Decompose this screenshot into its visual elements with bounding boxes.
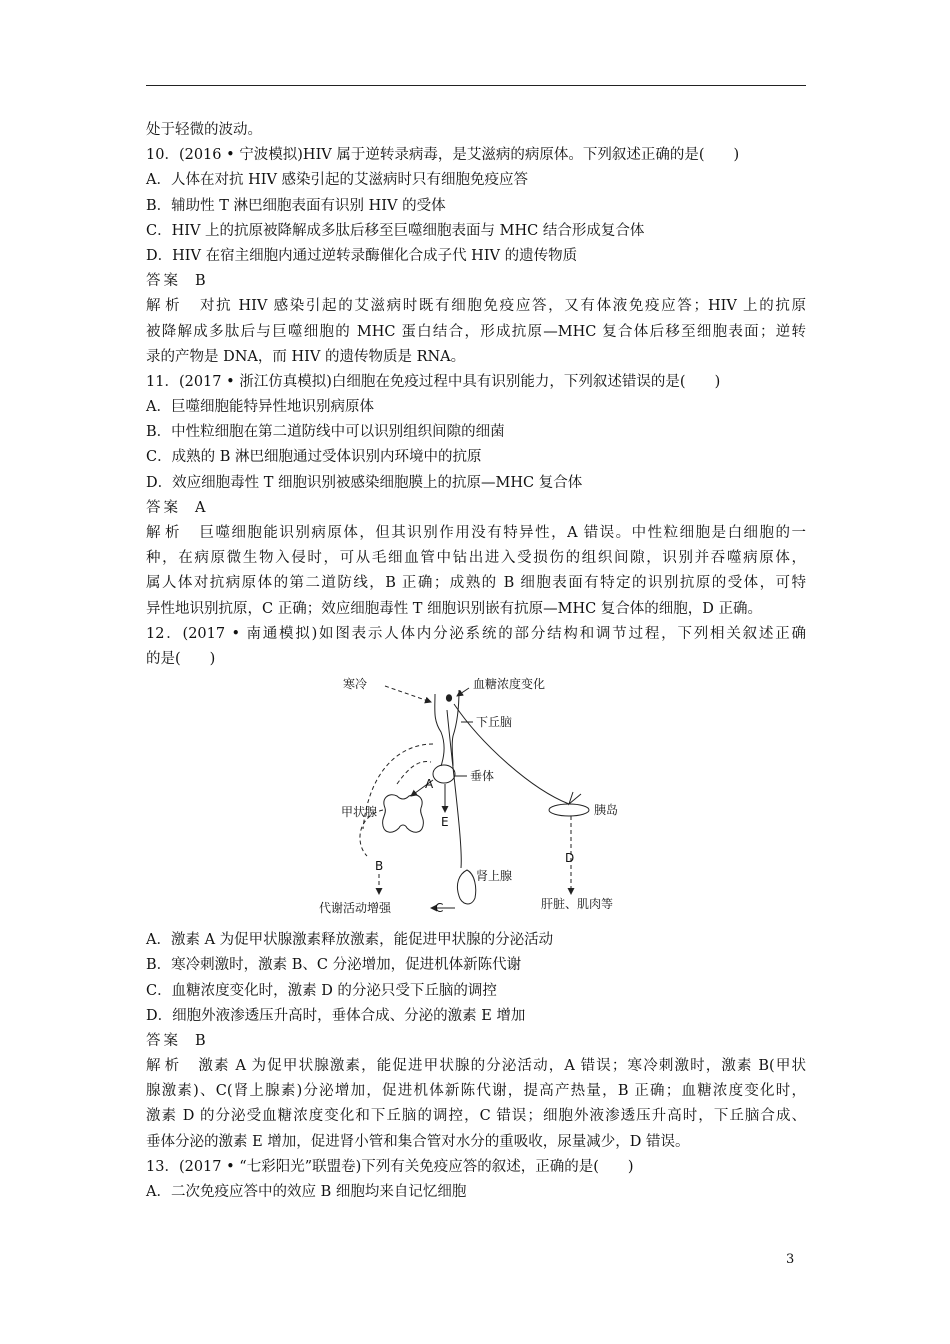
question-stem: 10．(2016 • 宁波模拟)HIV 属于逆转录病毒，是艾滋病的病原体。下列叙述正确的是( ) bbox=[146, 147, 740, 164]
continuation-text: 处于轻微的波动。 bbox=[146, 122, 262, 138]
analysis-label: 解析 bbox=[146, 525, 184, 541]
analysis-line: 激素 D 的分泌受血糖浓度变化和下丘脑的调控，C 错误；细胞外液渗透压升高时，下丘脑合成、 bbox=[146, 1108, 806, 1125]
analysis-line: 垂体分泌的激素 E 增加，促进肾小管和集合管对水分的重吸收，尿量减少，D 错误。 bbox=[146, 1133, 690, 1150]
analysis-label: 解析 bbox=[146, 298, 185, 315]
analysis-line: 被降解成多肽后与巨噬细胞的 MHC 蛋白结合，形成抗原—MHC 复合体后移至细胞表面；逆转 bbox=[146, 323, 806, 340]
label-metabolism: 代谢活动增强 bbox=[319, 901, 392, 916]
option-b: B．辅助性 T 淋巴细胞表面有识别 HIV 的受体 bbox=[146, 197, 446, 214]
option-c: C．成熟的 B 淋巴细胞通过受体识别内环境中的抗原 bbox=[146, 449, 482, 466]
option-d: D．HIV 在宿主细胞内通过逆转录酶催化合成子代 HIV 的遗传物质 bbox=[146, 247, 578, 264]
option-b: B．中性粒细胞在第二道防线中可以识别组织间隙的细菌 bbox=[146, 424, 505, 441]
analysis-label: 解析 bbox=[146, 1058, 184, 1075]
label-glucose: 血糖浓度变化 bbox=[473, 677, 546, 692]
answer-label: 答案 bbox=[146, 1032, 181, 1049]
option-c: C．血糖浓度变化时，激素 D 的分泌只受下丘脑的调控 bbox=[146, 982, 497, 999]
question-stem-cont: 的是( ) bbox=[146, 650, 216, 667]
analysis-text: 激素 A 为促甲状腺激素，能促进甲状腺的分泌活动，A 错误；寒冷刺激时，激素 B(甲状 bbox=[197, 1058, 806, 1075]
option-c: C．HIV 上的抗原被降解成多肽后移至巨噬细胞表面与 MHC 结合形成复合体 bbox=[146, 222, 645, 239]
label-pituitary: 垂体 bbox=[470, 769, 495, 784]
analysis-line: 属人体对抗病原体的第二道防线，B 正确；成熟的 B 细胞表面有特定的识别抗原的受体，可特 bbox=[146, 575, 806, 592]
label-thyroid: 甲状腺 bbox=[341, 805, 378, 820]
option-d: D．细胞外液渗透压升高时，垂体合成、分泌的激素 E 增加 bbox=[146, 1007, 526, 1024]
question-stem: 13．(2017 • “七彩阳光”联盟卷)下列有关免疫应答的叙述，正确的是( ) bbox=[146, 1158, 634, 1175]
label-a: A bbox=[425, 777, 434, 792]
label-pancreas: 胰岛 bbox=[594, 803, 619, 818]
endocrine-diagram bbox=[146, 674, 806, 924]
question-13 bbox=[146, 1155, 806, 1205]
question-stem: 11．(2017 • 浙江仿真模拟)白细胞在免疫过程中具有识别能力，下列叙述错误的是( ) bbox=[146, 373, 721, 390]
answer-label: 答案 bbox=[146, 273, 181, 290]
label-hypothalamus: 下丘脑 bbox=[476, 715, 513, 730]
label-d: D bbox=[565, 851, 575, 866]
option-a: A．人体在对抗 HIV 感染引起的艾滋病时只有细胞免疫应答 bbox=[146, 172, 529, 189]
analysis-line bbox=[146, 294, 806, 319]
question-stem: 12．(2017 • 南通模拟)如图表示人体内分泌系统的部分结构和调节过程，下列相关叙述正确 bbox=[146, 625, 806, 642]
label-b: B bbox=[375, 859, 384, 874]
header-rule bbox=[146, 85, 806, 86]
question-10 bbox=[146, 143, 806, 370]
page-body bbox=[146, 118, 806, 1205]
analysis-line bbox=[146, 521, 806, 546]
endocrine-diagram-svg bbox=[319, 674, 619, 924]
question-12 bbox=[146, 622, 806, 1155]
option-a: A．二次免疫应答中的效应 B 细胞均来自记忆细胞 bbox=[146, 1184, 467, 1200]
analysis-line: 录的产物是 DNA，而 HIV 的遗传物质是 RNA。 bbox=[146, 348, 466, 365]
option-b: B．寒冷刺激时，激素 B、C 分泌增加，促进机体新陈代谢 bbox=[146, 957, 522, 974]
option-a: A．巨噬细胞能特异性地识别病原体 bbox=[146, 399, 374, 416]
option-a: A．激素 A 为促甲状腺激素释放激素，能促进甲状腺的分泌活动 bbox=[146, 932, 554, 949]
label-c: C bbox=[435, 901, 444, 916]
analysis-text: 对抗 HIV 感染引起的艾滋病时既有细胞免疫应答，又有体液免疫应答；HIV 上的抗原 bbox=[198, 298, 806, 315]
answer-value: B bbox=[195, 273, 206, 290]
analysis-line bbox=[146, 1054, 806, 1079]
question-11 bbox=[146, 370, 806, 622]
label-cold: 寒冷 bbox=[343, 677, 368, 692]
page-number: 3 bbox=[786, 1252, 795, 1267]
option-d: D．效应细胞毒性 T 细胞识别被感染细胞膜上的抗原—MHC 复合体 bbox=[146, 474, 583, 491]
answer-line bbox=[146, 1029, 806, 1054]
analysis-line: 异性地识别抗原，C 正确；效应细胞毒性 T 细胞识别嵌有抗原—MHC 复合体的细胞，D 正确。 bbox=[146, 600, 763, 617]
answer-value: B bbox=[195, 1032, 206, 1049]
analysis-line: 腺激素)、C(肾上腺素)分泌增加，促进机体新陈代谢，提高产热量，B 正确；血糖浓度变化时， bbox=[146, 1083, 806, 1100]
answer-label: 答案 bbox=[146, 499, 181, 516]
label-e: E bbox=[441, 815, 449, 830]
analysis-text: 巨噬细胞能识别病原体，但其识别作用没有特异性，A 错误。中性粒细胞是白细胞的一 bbox=[197, 525, 807, 541]
label-adrenal: 肾上腺 bbox=[476, 869, 513, 884]
analysis-line: 种，在病原微生物入侵时，可从毛细血管中钻出进入受损伤的组织间隙，识别并吞噬病原体， bbox=[146, 550, 806, 567]
label-liver-muscle: 肝脏、肌肉等 bbox=[541, 897, 614, 912]
answer-line bbox=[146, 269, 806, 294]
answer-value: A bbox=[195, 499, 206, 516]
answer-line bbox=[146, 496, 806, 521]
